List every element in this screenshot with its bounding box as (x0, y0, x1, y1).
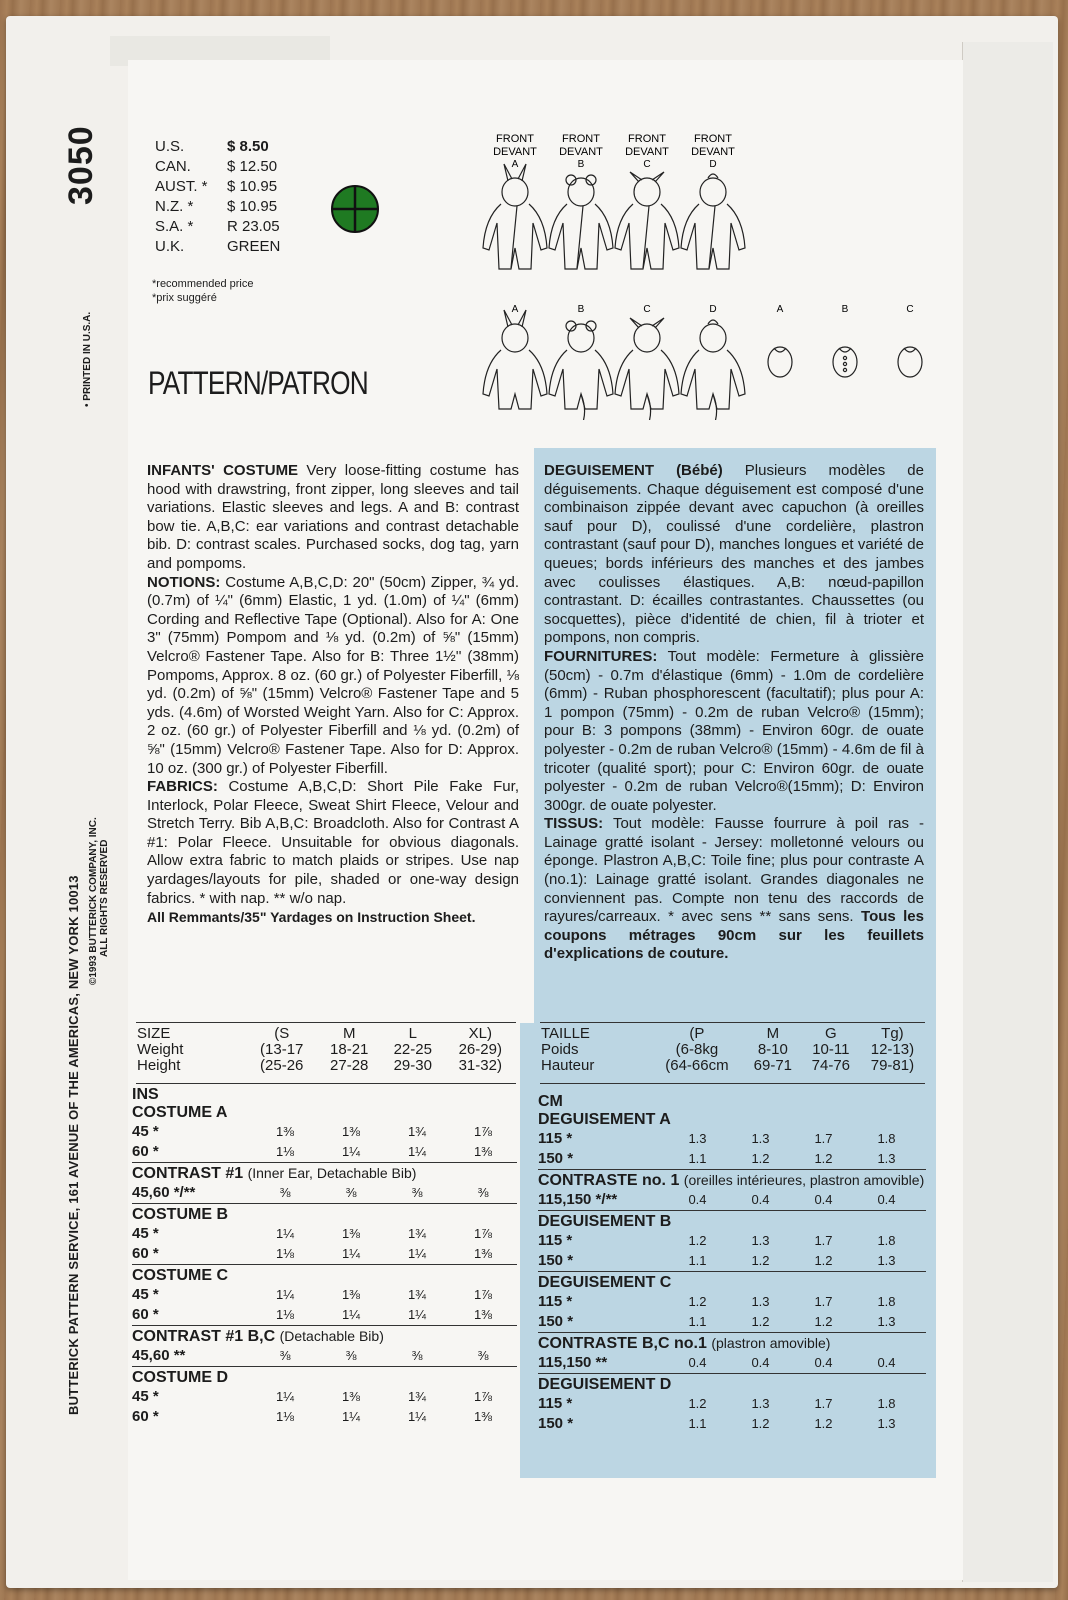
front-label-fr: DEVANT (625, 146, 669, 158)
unit-label: INS (132, 1086, 159, 1103)
price-list (155, 137, 305, 257)
group-title-text: DEGUISEMENT A (538, 1111, 671, 1128)
yardage-value: 1⅞ (473, 1389, 493, 1404)
yardage-value: 1.2 (814, 1314, 833, 1329)
yardage-value: 1⅛ (275, 1409, 295, 1424)
width-label: 45,60 */** (132, 1184, 196, 1201)
size-col (381, 1025, 445, 1075)
size: XL) (468, 1025, 492, 1042)
front-labels (493, 133, 914, 315)
width-label: 150 * (538, 1313, 574, 1330)
size-labels (136, 1025, 246, 1075)
yardage-row (538, 1353, 926, 1373)
weight: 12-13) (870, 1041, 915, 1058)
price-value: R 23.05 (227, 218, 280, 235)
width-label: 60 * (132, 1408, 159, 1425)
bib-figure (768, 347, 792, 377)
yardage-value: 1⅛ (275, 1144, 295, 1159)
yardage-value: 1.2 (688, 1396, 707, 1411)
copyright-line: ©1993 BUTTERICK COMPANY, INC. (88, 817, 99, 985)
width-label: 115 * (538, 1395, 573, 1412)
size-col (860, 1025, 925, 1075)
group-title (132, 1206, 517, 1224)
height: 74-76 (811, 1057, 851, 1074)
size: Tg) (881, 1025, 904, 1042)
yardage-value: 1.2 (688, 1233, 707, 1248)
yardage-value: 1.3 (877, 1151, 896, 1166)
bib-letter: A (776, 304, 784, 315)
back-view-letter: D (709, 304, 717, 315)
front-label: FRONT (562, 133, 600, 145)
width-label: 115 * (538, 1130, 573, 1147)
yardage-value: 1.2 (751, 1314, 770, 1329)
yardage-group (132, 1203, 517, 1264)
price-country: N.Z. * (155, 198, 194, 215)
yardage-value: 0.4 (814, 1355, 833, 1370)
front-figure (681, 174, 745, 269)
publisher-address (66, 1393, 81, 1415)
group-title (132, 1267, 517, 1285)
view-letter: A (511, 159, 519, 170)
price-row (155, 137, 305, 157)
costume-views-illustration (480, 130, 950, 420)
fabrics-label: TISSUS: (544, 815, 604, 833)
yardage-value: 1.3 (751, 1233, 770, 1248)
group-note: (Detachable Bib) (279, 1328, 384, 1344)
yardage-value: 1⅞ (473, 1287, 493, 1302)
size: M (342, 1025, 356, 1042)
front-label: FRONT (628, 133, 666, 145)
yardage-row (132, 1183, 517, 1203)
front-label: FRONT (496, 133, 534, 145)
price-note: *prix suggéré (152, 292, 217, 304)
costume-figures (483, 164, 922, 420)
bib-letter: C (906, 304, 914, 315)
yardage-value: 1¼ (275, 1389, 295, 1404)
height: 29-30 (393, 1057, 432, 1074)
yardage-value: 1.2 (688, 1294, 707, 1309)
front-label-fr: DEVANT (493, 146, 537, 158)
yardage-value: 1.3 (751, 1131, 770, 1146)
yardage-value: 1⅞ (473, 1124, 493, 1139)
label: TAILLE (541, 1025, 590, 1042)
yardage-row (538, 1190, 926, 1210)
yardage-row (132, 1142, 517, 1162)
price-row (155, 197, 305, 217)
front-figure (549, 175, 613, 269)
yardage-group (132, 1264, 517, 1325)
yardage-value: ⅜ (345, 1185, 357, 1200)
yardage-value: ⅜ (411, 1185, 423, 1200)
price-country: CAN. (155, 158, 191, 175)
width-label: 45 * (132, 1286, 159, 1303)
yardage-row (132, 1285, 517, 1305)
group-title (538, 1111, 926, 1129)
price-country: S.A. * (155, 218, 194, 235)
price-notes (152, 277, 254, 305)
notions-label: FOURNITURES: (544, 647, 658, 665)
price-country: AUST. * (155, 178, 208, 195)
yardage-value: 1⅜ (341, 1124, 361, 1139)
yardage-value: 1¼ (407, 1246, 427, 1261)
yardage-value: 1.3 (751, 1294, 770, 1309)
height: 27-28 (330, 1057, 369, 1074)
price-country: U.S. (155, 138, 185, 155)
yardage-value: 1.2 (751, 1151, 770, 1166)
yardage-group (538, 1332, 926, 1373)
group-title (132, 1328, 517, 1346)
front-label-fr: DEVANT (691, 146, 735, 158)
bib-figure (898, 347, 922, 377)
yardage-group (132, 1325, 517, 1366)
yardage-value: 1¾ (407, 1389, 427, 1404)
yardage-value: 1¼ (407, 1307, 427, 1322)
back-view-letter: A (511, 304, 519, 315)
width-label: 150 * (538, 1150, 574, 1167)
group-title (538, 1376, 926, 1394)
yardage-value: 1⅜ (473, 1246, 493, 1261)
yardage-value: ⅜ (477, 1185, 489, 1200)
weight: 26-29) (458, 1041, 502, 1058)
price-row (155, 177, 305, 197)
bib-letter: B (841, 304, 849, 315)
width-label: 115 * (538, 1293, 573, 1310)
label: Poids (541, 1041, 579, 1058)
yardage-table-en (132, 1086, 517, 1427)
heading: DEGUISEMENT (Bébé) (544, 462, 723, 479)
weight: (6-8kg (675, 1041, 719, 1058)
height: (25-26 (260, 1057, 304, 1074)
remnants: All Remmants/35" Yardages on Instruction Sheet. (147, 909, 476, 926)
yardage-value: 0.4 (688, 1192, 707, 1207)
height: 31-32) (458, 1057, 502, 1074)
yardage-group (538, 1271, 926, 1332)
remnants: Tous les coupons métrages 90cm sur les feuillets d'explications de couture. (544, 908, 924, 963)
rule (136, 1022, 516, 1023)
yardage-group (538, 1111, 926, 1169)
yardage-value: 1⅛ (275, 1246, 295, 1261)
front-label: FRONT (694, 133, 732, 145)
group-title-text: DEGUISEMENT C (538, 1274, 672, 1291)
fabrics: Tout modèle: Fausse fourrure à poil ras - Lainage gratté isolant - Jersey: molletonné velours ou éponge. Plastron A,B,C: Toile fine; plus pour contraste A (no.1): Lainage gratté isolant. Grandes diagonales ne conviennent pas. Compte non tenu des raccords de rayures/carreaux. * avec sens ** sans sens. (544, 815, 924, 926)
fabrics: Costume A,B,C,D: Short Pile Fake Fur, Interlock, Polar Fleece, Sweat Shirt Fleece, Velour and Stretch Terry. Bib A,B,C: Broadcloth. Also for Contrast A #1: Polar Fleece. Unsuitable for obvious diagonals. Allow extra fabric to match plaids or stripes. Use nap yardages/layouts for pile, shaded or one-way design fabrics. * with nap. ** w/o nap. (147, 778, 519, 907)
yardage-value: 0.4 (814, 1192, 833, 1207)
bib-figure (833, 347, 857, 377)
label: SIZE (137, 1025, 171, 1042)
group-title-text: DEGUISEMENT D (538, 1376, 672, 1393)
width-label: 60 * (132, 1245, 159, 1262)
yardage-table-fr (538, 1093, 926, 1434)
yardage-value: 1.1 (688, 1151, 707, 1166)
group-title (132, 1165, 517, 1183)
yardage-value: 1¼ (341, 1246, 361, 1261)
yardage-row (132, 1305, 517, 1325)
english-description (147, 462, 519, 927)
yardage-value: 1.3 (877, 1314, 896, 1329)
group-title (538, 1274, 926, 1292)
body: Plusieurs modèles de déguisements. Chaque déguisement est composé d'une combinaison zippée devant avec capuchon (à oreilles sauf pour D), coulissé d'une cordelière, plastron contrastant (sauf pour D), manches longues et variété de queues; bords inférieurs des manches et des jambes avec coulisses élastiques. A,B: nœud-papillon contrastant. D: écailles contrastantes. Chaussettes (ou socquettes), pièce d'identité de chien, fil à trioter et pompons, non compris. (544, 462, 924, 647)
weight: 10-11 (812, 1041, 850, 1058)
width-label: 115 * (538, 1232, 573, 1249)
yardage-value: ⅜ (279, 1348, 291, 1363)
width-label: 115,150 */** (538, 1191, 618, 1208)
fabrics-label: FABRICS: (147, 778, 218, 796)
view-letter: D (709, 159, 717, 170)
yardage-group (538, 1373, 926, 1434)
price-value: $ 8.50 (227, 138, 269, 155)
rule (540, 1022, 925, 1023)
yardage-value: 1.1 (688, 1416, 707, 1431)
label: Weight (137, 1041, 184, 1058)
group-title-text: CONTRASTE no. 1 (538, 1172, 680, 1189)
size-col (744, 1025, 802, 1075)
yardage-value: 1.2 (814, 1151, 833, 1166)
back-view-letter: B (577, 304, 585, 315)
weight: 22-25 (393, 1041, 432, 1058)
size-col (317, 1025, 381, 1075)
group-title-text: CONTRAST #1 (132, 1165, 244, 1182)
size-table-en (136, 1025, 516, 1075)
yardage-value: 0.4 (877, 1355, 896, 1370)
yardage-row (132, 1346, 517, 1366)
group-title-text: DEGUISEMENT B (538, 1213, 672, 1230)
yardage-group (538, 1169, 926, 1210)
yardage-row (538, 1251, 926, 1271)
copyright-block (88, 817, 110, 985)
yardage-value: ⅜ (411, 1348, 423, 1363)
yardage-value: 1.3 (751, 1396, 770, 1411)
group-title (538, 1335, 926, 1353)
size: M (766, 1025, 780, 1042)
size-labels (540, 1025, 650, 1075)
notions: Costume A,B,C,D: 20" (50cm) Zipper, ¾ yd. (0.7m) of ¼" (6mm) Elastic, 1 yd. (1.0m) of ¼" (6mm) Cording and Reflective Tape (Optional). Also for A: One 3" (75mm) Pompom and ⅛ yd. (0.2m) of ⅝" (15mm) Velcro® Fastener Tape. Also for B: Three 1½'' (38mm) Pompoms, Approx. 8 oz. (60 gr.) of Polyester Fiberfill, ⅛ yd. (0.2m) of ⅝" (15mm) Velcro® Fastener Tape and 5 yds. (4.6m) of Worsted Weight Yarn. Also for C: Approx. 2 oz. (60 gr.) of Polyester Fiberfill and ⅛ yd. (0.2m) of ⅝" (15mm) Velcro® Fastener Tape. Also for D: Approx. 10 oz. (300 gr.) of Polyester Fiberfill. (147, 573, 519, 777)
group-title-text: COSTUME C (132, 1267, 228, 1284)
notions: Tout modèle: Fermeture à glissière (50cm) - 0.7m d'élastique (6mm) - 1.0m de cordelière (6mm) - Ruban phosphorescent (facultatif); plus pour A: 1 pompon (75mm) - 0.2m de ruban Velcro® (15mm); pour B: 3 pompons (38mm) - Environ 60gr. de ouate polyester - 0.2m de ruban Velcro® (15mm) - 4.6m de fil à tricoter (qualité sport); pour C: Environ 60gr. de ouate polyester - 0.2m de ruban Velcro®(15mm); D: Environ 300gr. de ouate polyester. (544, 647, 924, 814)
size: G (825, 1025, 837, 1042)
yardage-value: 1.1 (688, 1253, 707, 1268)
yardage-value: 1¼ (341, 1409, 361, 1424)
width-label: 45 * (132, 1388, 159, 1405)
yardage-value: ⅜ (279, 1185, 291, 1200)
yardage-value: 1¼ (275, 1287, 295, 1302)
front-label-fr: DEVANT (559, 146, 603, 158)
yardage-value: 1¼ (341, 1144, 361, 1159)
yardage-value: 1⅞ (473, 1226, 493, 1241)
yardage-value: 1.8 (877, 1131, 896, 1146)
printed-in: • PRINTED IN U.S.A. (82, 311, 93, 407)
price-row (155, 157, 305, 177)
yardage-value: 1⅛ (275, 1307, 295, 1322)
group-title-text: COSTUME D (132, 1369, 228, 1386)
yardage-value: 1.8 (877, 1396, 896, 1411)
body: Very loose-fitting costume has hood with drawstring, front zipper, long sleeves and tail variations. Elastic sleeves and legs. A and B: contrast bow tie. A,B,C: ear variations and contrast detachable bib. D: contrast scales. Purchased socks, dog tag, yarn and pompoms. (147, 462, 520, 572)
group-title-text: COSTUME B (132, 1206, 228, 1223)
price-note: *recommended price (152, 278, 254, 290)
yardage-row (538, 1312, 926, 1332)
yardage-value: 1.7 (814, 1294, 833, 1309)
yardage-value: 1⅜ (473, 1307, 493, 1322)
yardage-value: 1.3 (877, 1253, 896, 1268)
yardage-value: 1.8 (877, 1294, 896, 1309)
yardage-value: 1⅜ (341, 1287, 361, 1302)
rights-line: ALL RIGHTS RESERVED (99, 839, 110, 957)
yardage-value: 1¼ (275, 1226, 295, 1241)
group-title (132, 1369, 517, 1387)
price-row (155, 217, 305, 237)
rule (540, 1083, 925, 1084)
label: Height (137, 1057, 181, 1074)
back-figure (549, 321, 613, 420)
group-title (538, 1213, 926, 1231)
yardage-value: 1⅜ (473, 1144, 493, 1159)
weight: 8-10 (757, 1041, 788, 1058)
group-note: (oreilles intérieures, plastron amovible) (683, 1172, 925, 1188)
yardage-value: ⅜ (477, 1348, 489, 1363)
group-note: (Inner Ear, Detachable Bib) (247, 1165, 417, 1181)
weight: 18-21 (330, 1041, 369, 1058)
width-label: 60 * (132, 1143, 159, 1160)
size-col (445, 1025, 516, 1075)
front-figure (615, 172, 679, 269)
width-label: 150 * (538, 1415, 574, 1432)
yardage-value: 1.2 (751, 1253, 770, 1268)
unit-label: CM (538, 1093, 563, 1110)
price-value: GREEN (227, 238, 281, 255)
yardage-value: 0.4 (688, 1355, 707, 1370)
back-view-letter: C (643, 304, 651, 315)
view-letter: B (577, 159, 585, 170)
yardage-value: 1¼ (407, 1409, 427, 1424)
yardage-value: 1¾ (407, 1226, 427, 1241)
yardage-row (538, 1129, 926, 1149)
width-label: 45 * (132, 1225, 159, 1242)
notions-label: NOTIONS: (147, 573, 221, 591)
group-title (538, 1172, 926, 1190)
size-col (650, 1025, 744, 1075)
weight: (13-17 (260, 1041, 304, 1058)
yardage-value: 0.4 (877, 1192, 896, 1207)
front-figure (483, 164, 547, 269)
yardage-value: 1.3 (877, 1416, 896, 1431)
yardage-group (538, 1210, 926, 1271)
size-col (802, 1025, 860, 1075)
group-title (132, 1104, 517, 1122)
size-col (246, 1025, 317, 1075)
yardage-row (538, 1394, 926, 1414)
size: (P (689, 1025, 705, 1042)
yardage-row (538, 1292, 926, 1312)
yardage-value: 1⅜ (275, 1124, 295, 1139)
view-letter: C (643, 159, 651, 170)
envelope-flap (962, 42, 1053, 1582)
yardage-row (132, 1224, 517, 1244)
width-label: 150 * (538, 1252, 574, 1269)
height: 79-81) (870, 1057, 915, 1074)
size: (S (274, 1025, 290, 1042)
pattern-number: 3050 (62, 125, 100, 205)
yardage-value: 0.4 (751, 1192, 770, 1207)
yardage-value: 1.7 (814, 1396, 833, 1411)
group-title-text: CONTRASTE B,C no.1 (538, 1335, 707, 1352)
yardage-value: 1¾ (407, 1124, 427, 1139)
yardage-value: 1¾ (407, 1287, 427, 1302)
height: 69-71 (753, 1057, 793, 1074)
green-symbol-icon (330, 184, 380, 234)
width-label: 60 * (132, 1306, 159, 1323)
yardage-value: 1⅜ (473, 1409, 493, 1424)
yardage-row (132, 1387, 517, 1407)
group-title-text: COSTUME A (132, 1104, 228, 1121)
yardage-value: 1.2 (751, 1416, 770, 1431)
yardage-value: 1¼ (341, 1307, 361, 1322)
yardage-value: 0.4 (751, 1355, 770, 1370)
yardage-value: 1.7 (814, 1131, 833, 1146)
yardage-value: 1.8 (877, 1233, 896, 1248)
price-value: $ 10.95 (227, 198, 278, 215)
price-row (155, 237, 305, 257)
yardage-row (538, 1231, 926, 1251)
yardage-value: 1.1 (688, 1314, 707, 1329)
width-label: 45 * (132, 1123, 159, 1140)
french-description (544, 462, 924, 964)
back-figure (483, 310, 547, 409)
yardage-value: 1¼ (407, 1144, 427, 1159)
yardage-row (132, 1122, 517, 1142)
label: Hauteur (541, 1057, 595, 1074)
page-title: PATTERN/PATRON (148, 365, 368, 401)
price-value: $ 10.95 (227, 178, 278, 195)
price-value: $ 12.50 (227, 158, 278, 175)
back-figure (681, 320, 745, 420)
yardage-value: 1.3 (688, 1131, 707, 1146)
yardage-row (132, 1407, 517, 1427)
yardage-row (538, 1149, 926, 1169)
back-figure (615, 318, 679, 420)
yardage-row (538, 1414, 926, 1434)
yardage-group (132, 1366, 517, 1427)
heading: INFANTS' COSTUME (147, 462, 299, 479)
yardage-value: 1⅜ (341, 1226, 361, 1241)
yardage-group (132, 1104, 517, 1162)
height: (64-66cm (665, 1057, 729, 1074)
yardage-group (132, 1162, 517, 1203)
yardage-value: 1.7 (814, 1233, 833, 1248)
width-label: 115,150 ** (538, 1354, 608, 1371)
yardage-value: ⅜ (345, 1348, 357, 1363)
group-note: (plastron amovible) (711, 1335, 831, 1351)
group-title-text: CONTRAST #1 B,C (132, 1328, 276, 1345)
yardage-row (132, 1244, 517, 1264)
price-country: U.K. (155, 238, 185, 255)
yardage-value: 1.2 (814, 1253, 833, 1268)
rule (136, 1083, 516, 1084)
yardage-value: 1⅜ (341, 1389, 361, 1404)
yardage-value: 1.2 (814, 1416, 833, 1431)
size-table-fr (540, 1025, 925, 1075)
size: L (408, 1025, 417, 1042)
width-label: 45,60 ** (132, 1347, 186, 1364)
